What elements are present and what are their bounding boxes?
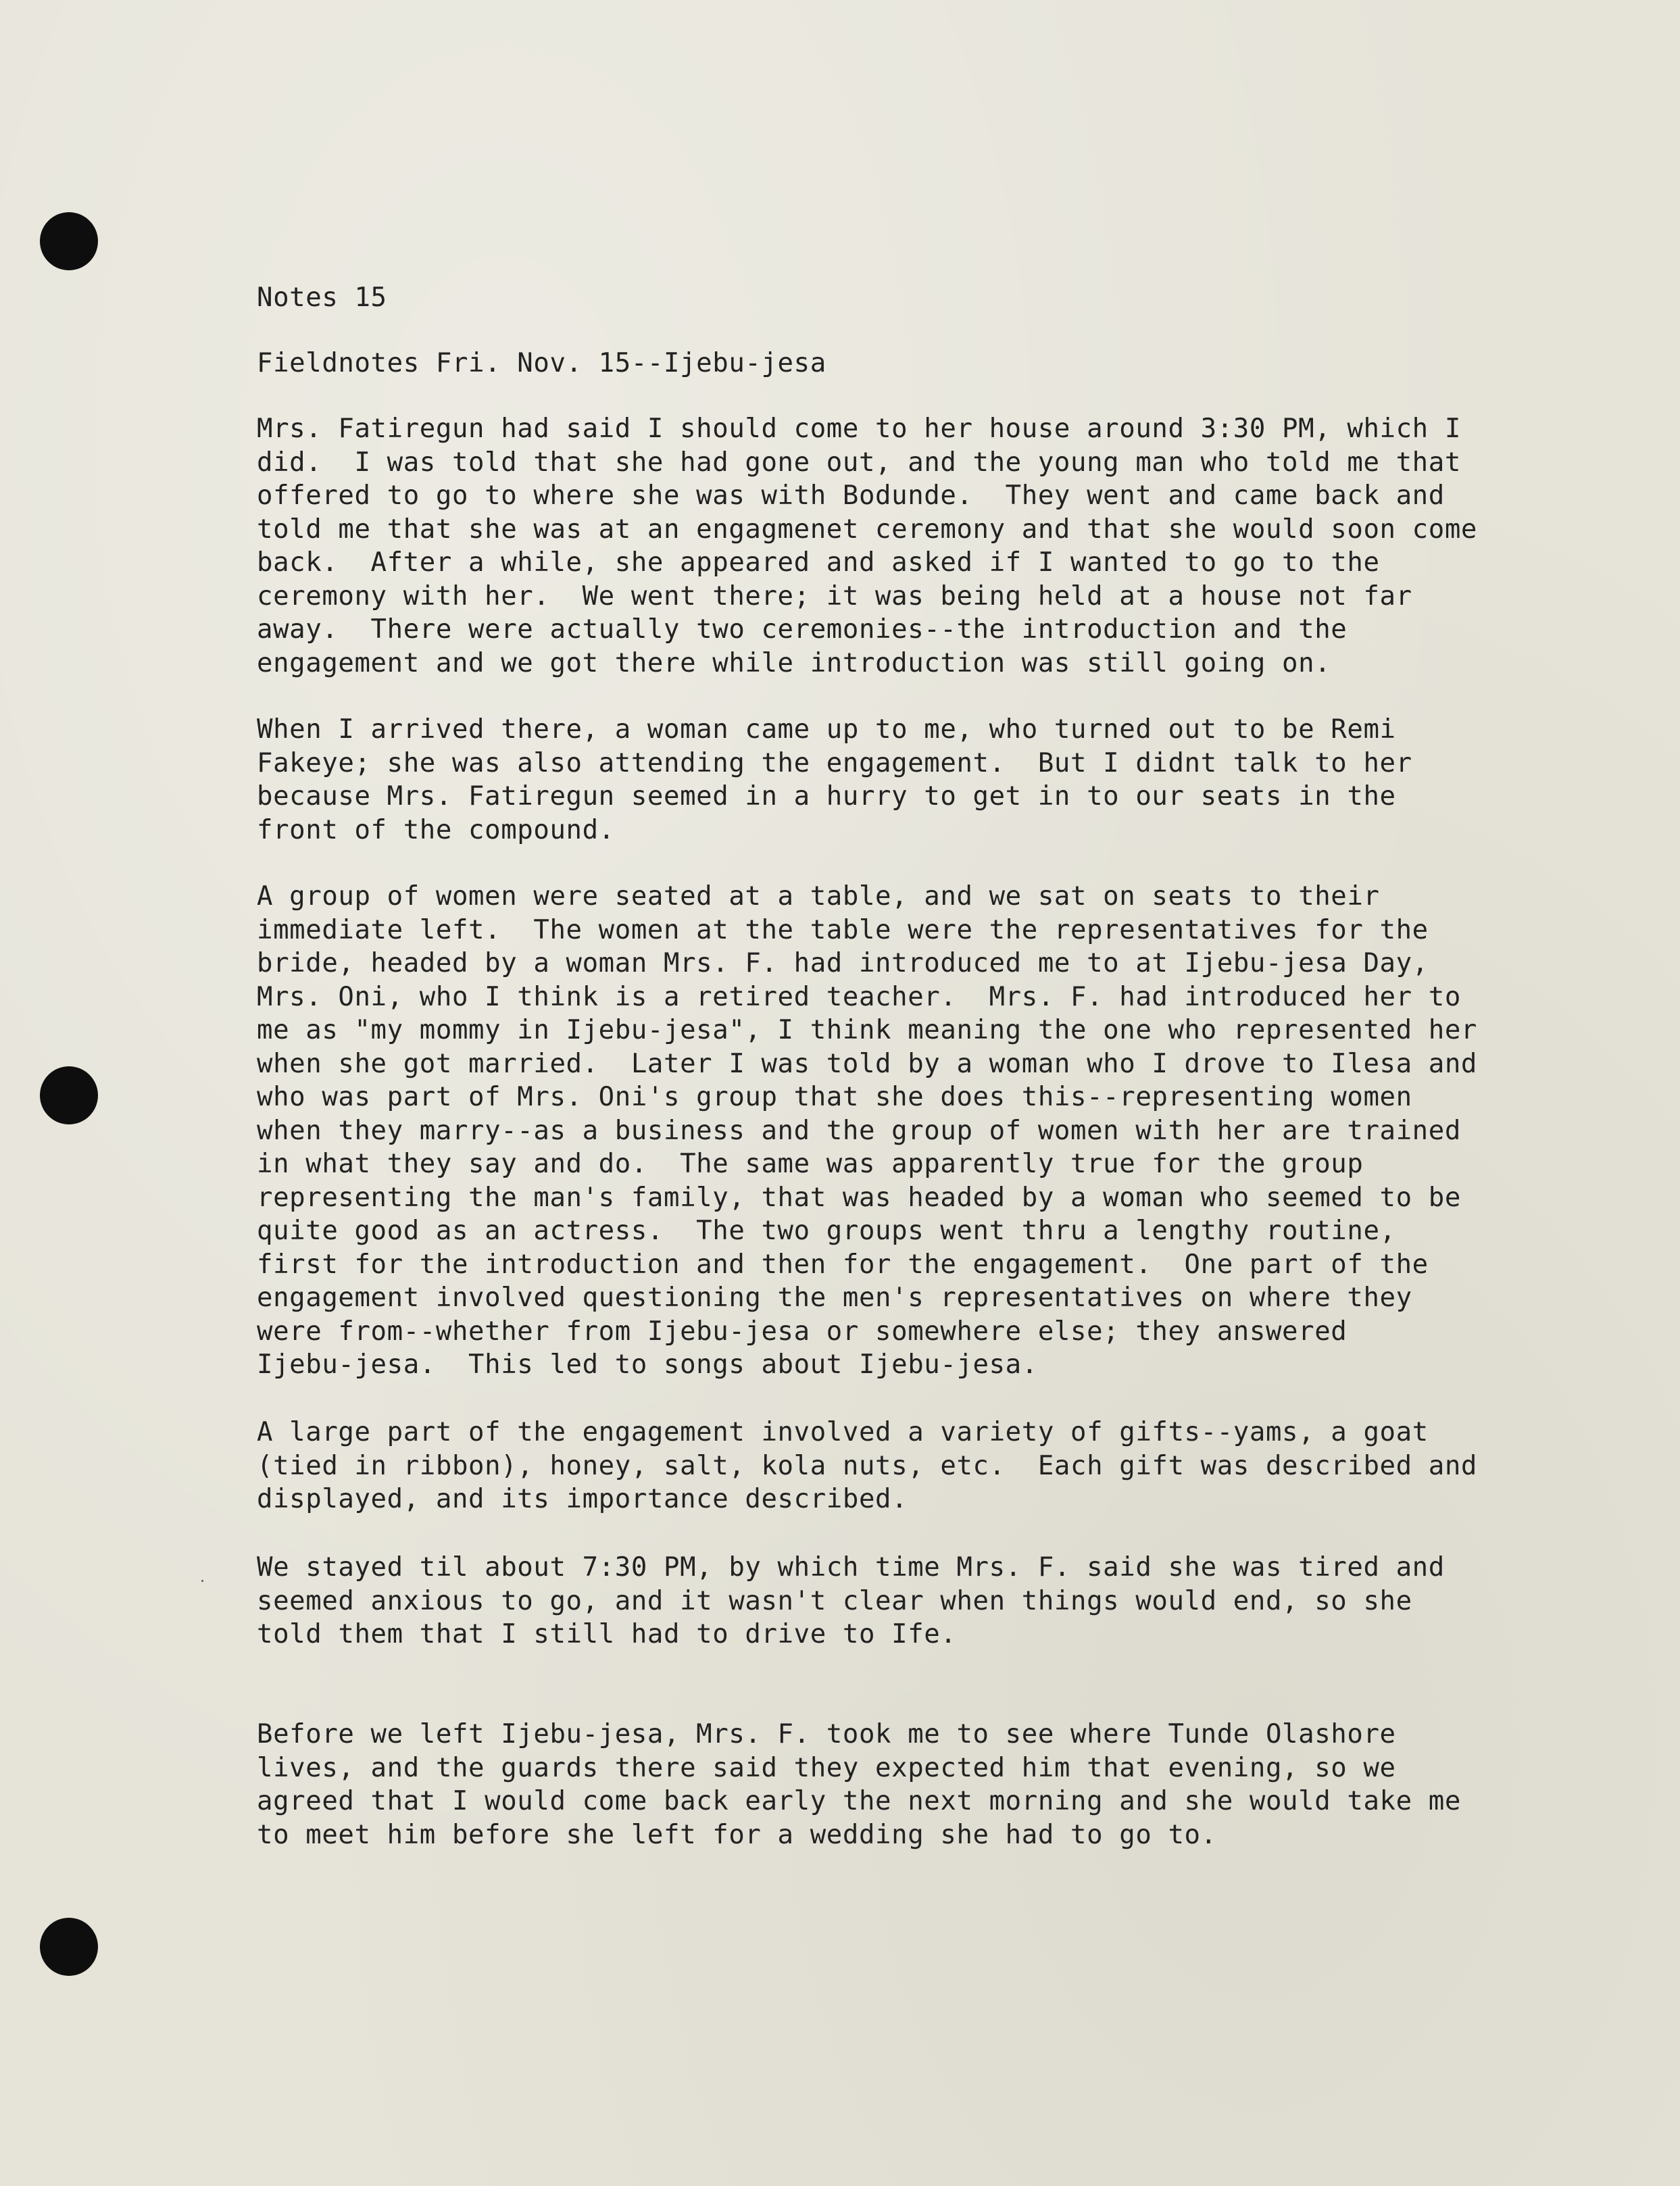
paragraph-gifts [257,1416,1608,1516]
paragraph-departure-time [257,1551,1608,1651]
paragraph-remi-fakeye [257,713,1608,847]
text-line: were from--whether from Ijebu-jesa or somewhere else; they answered [257,1316,1348,1347]
text-line: Fakeye; she was also attending the engagement. But I didnt talk to her [257,747,1412,778]
text-line: when she got married. Later I was told by a woman who I drove to Ilesa and [257,1048,1477,1079]
text-line: Mrs. Fatiregun had said I should come to her house around 3:30 PM, which I [257,414,1461,444]
text-line: Ijebu-jesa. This led to songs about Ijebu-jesa. [257,1349,1038,1380]
text-line: when they marry--as a business and the group of women with her are trained [257,1115,1461,1146]
text-line: We stayed til about 7:30 PM, by which time Mrs. F. said she was tired and [257,1552,1445,1583]
text-line: representing the man's family, that was headed by a woman who seemed to be [257,1182,1461,1213]
text-line: quite good as an actress. The two groups went thru a lengthy routine, [257,1216,1396,1246]
text-line: (tied in ribbon), honey, salt, kola nuts, etc. Each gift was described and [257,1450,1477,1481]
text-line: bride, headed by a woman Mrs. F. had introduced me to at Ijebu-jesa Day, [257,948,1429,978]
text-line: in what they say and do. The same was apparently true for the group [257,1149,1364,1179]
binder-hole-middle [40,1066,98,1124]
text-line: back. After a while, she appeared and asked if I wanted to go to the [257,547,1380,578]
paragraph-representatives [257,880,1608,1382]
paper-speck [201,1580,203,1582]
text-line: to meet him before she left for a wedding she had to go to. [257,1819,1217,1850]
binder-hole-top [40,212,98,270]
text-line: first for the introduction and then for the engagement. One part of the [257,1249,1429,1280]
text-line: engagement and we got there while introduction was still going on. [257,647,1331,678]
text-line: engagement involved questioning the men's representatives on where they [257,1283,1412,1313]
text-line: because Mrs. Fatiregun seemed in a hurry to get in to our seats in the [257,781,1396,812]
text-line: front of the compound. [257,814,615,845]
text-line: offered to go to where she was with Bodunde. They went and came back and [257,480,1445,511]
notes-title: Notes 15 [257,282,387,313]
text-line: immediate left. The women at the table were the representatives for the [257,914,1429,945]
text-line: ceremony with her. We went there; it was being held at a house not far [257,580,1412,612]
text-line: agreed that I would come back early the next morning and she would take me [257,1786,1461,1816]
text-line: who was part of Mrs. Oni's group that she does this--representing women [257,1082,1412,1112]
text-line: lives, and the guards there said they expected him that evening, so we [257,1752,1396,1783]
text-line: A group of women were seated at a table, and we sat on seats to their [257,881,1380,912]
text-line: seemed anxious to go, and it wasn't clear when things would end, so she [257,1585,1412,1616]
text-line: did. I was told that she had gone out, and the young man who told me that [257,447,1461,478]
text-line: displayed, and its importance described. [257,1484,908,1514]
paragraph-tunde-olashore [257,1718,1608,1852]
text-line: away. There were actually two ceremonies--the introduction and the [257,614,1348,645]
paragraph-arrival [257,412,1608,680]
binder-hole-bottom [40,1918,98,1976]
text-line: When I arrived there, a woman came up to me, who turned out to be Remi [257,714,1396,745]
text-line: me as "my mommy in Ijebu-jesa", I think meaning the one who represented her [257,1015,1477,1045]
text-line: Before we left Ijebu-jesa, Mrs. F. took me to see where Tunde Olashore [257,1719,1396,1749]
text-line: told them that I still had to drive to Ife. [257,1619,957,1649]
text-line: told me that she was at an engagmenet ceremony and that she would soon come [257,514,1477,545]
fieldnotes-heading: Fieldnotes Fri. Nov. 15--Ijebu-jesa [257,348,826,378]
text-line: Mrs. Oni, who I think is a retired teacher. Mrs. F. had introduced her to [257,981,1461,1012]
text-line: A large part of the engagement involved a variety of gifts--yams, a goat [257,1417,1429,1447]
